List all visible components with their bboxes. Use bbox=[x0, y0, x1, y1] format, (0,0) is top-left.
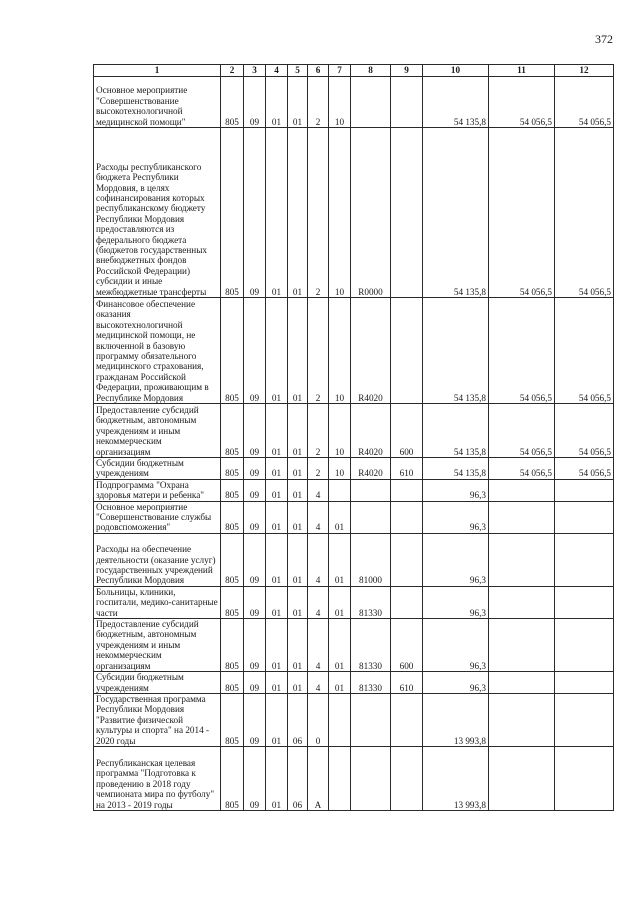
col-header: 4 bbox=[266, 65, 288, 77]
code-9 bbox=[391, 533, 423, 586]
code-7: 10 bbox=[329, 298, 351, 404]
code-6: 2 bbox=[308, 404, 329, 458]
amount-12: 54 056,5 bbox=[555, 128, 614, 298]
table-row bbox=[94, 458, 614, 480]
code-3: 09 bbox=[244, 533, 266, 586]
code-4: 01 bbox=[266, 619, 288, 672]
row-name: Подпрограмма "Охрана здоровья матери и ребенка" bbox=[94, 479, 221, 501]
table-row bbox=[94, 404, 614, 458]
amount-11: 54 056,5 bbox=[489, 77, 555, 128]
table-row bbox=[94, 77, 614, 128]
code-6: 0 bbox=[308, 693, 329, 746]
code-6: А bbox=[308, 746, 329, 810]
amount-11: 54 056,5 bbox=[489, 298, 555, 404]
code-8 bbox=[351, 77, 391, 128]
amount-12 bbox=[555, 693, 614, 746]
code-8: 81330 bbox=[351, 586, 391, 618]
col-header: 10 bbox=[423, 65, 489, 77]
code-5: 01 bbox=[288, 533, 308, 586]
col-header: 2 bbox=[221, 65, 244, 77]
code-6: 4 bbox=[308, 619, 329, 672]
code-3: 09 bbox=[244, 458, 266, 480]
code-8: R4020 bbox=[351, 404, 391, 458]
code-5: 01 bbox=[288, 501, 308, 533]
code-3: 09 bbox=[244, 298, 266, 404]
code-4: 01 bbox=[266, 404, 288, 458]
row-name: Больницы, клиники, госпитали, медико-санитарные части bbox=[94, 586, 221, 618]
amount-12 bbox=[555, 586, 614, 618]
code-8 bbox=[351, 746, 391, 810]
amount-10: 13 993,8 bbox=[423, 693, 489, 746]
code-6: 4 bbox=[308, 586, 329, 618]
table-row bbox=[94, 586, 614, 618]
amount-11 bbox=[489, 672, 555, 694]
code-4: 01 bbox=[266, 533, 288, 586]
table-row bbox=[94, 693, 614, 746]
amount-12: 54 056,5 bbox=[555, 298, 614, 404]
table-row bbox=[94, 501, 614, 533]
row-name: Расходы республиканского бюджета Республики Мордовия, в целях софинансирования которых республиканскому бюджету Республики Мордовия предоставляются из федерального бюджета (бюджетов государственных внебюджетных фондов Российской Федерации) субсидии и иные межбюджетные трансферты bbox=[94, 128, 221, 298]
code-6: 4 bbox=[308, 501, 329, 533]
table-row bbox=[94, 746, 614, 810]
code-2: 805 bbox=[221, 693, 244, 746]
code-9 bbox=[391, 586, 423, 618]
col-header: 7 bbox=[329, 65, 351, 77]
code-5: 01 bbox=[288, 458, 308, 480]
table-row bbox=[94, 672, 614, 694]
code-4: 01 bbox=[266, 479, 288, 501]
code-5: 01 bbox=[288, 77, 308, 128]
code-2: 805 bbox=[221, 501, 244, 533]
code-8 bbox=[351, 501, 391, 533]
code-7: 10 bbox=[329, 128, 351, 298]
code-3: 09 bbox=[244, 693, 266, 746]
code-9: 600 bbox=[391, 619, 423, 672]
code-3: 09 bbox=[244, 746, 266, 810]
amount-10: 96,3 bbox=[423, 586, 489, 618]
code-7: 10 bbox=[329, 458, 351, 480]
amount-11 bbox=[489, 746, 555, 810]
amount-10: 96,3 bbox=[423, 619, 489, 672]
amount-10: 54 135,8 bbox=[423, 458, 489, 480]
amount-12 bbox=[555, 479, 614, 501]
code-6: 2 bbox=[308, 298, 329, 404]
code-8: R4020 bbox=[351, 458, 391, 480]
code-7 bbox=[329, 693, 351, 746]
col-header: 3 bbox=[244, 65, 266, 77]
code-3: 09 bbox=[244, 501, 266, 533]
code-9 bbox=[391, 77, 423, 128]
code-5: 01 bbox=[288, 128, 308, 298]
code-7: 10 bbox=[329, 404, 351, 458]
code-5: 06 bbox=[288, 693, 308, 746]
code-8: R4020 bbox=[351, 298, 391, 404]
amount-12: 54 056,5 bbox=[555, 458, 614, 480]
code-8: 81000 bbox=[351, 533, 391, 586]
code-6: 2 bbox=[308, 77, 329, 128]
col-header: 11 bbox=[489, 65, 555, 77]
code-6: 4 bbox=[308, 479, 329, 501]
code-2: 805 bbox=[221, 619, 244, 672]
amount-11 bbox=[489, 619, 555, 672]
row-name: Основное мероприятие "Совершенствование высокотехнологичной медицинской помощи" bbox=[94, 77, 221, 128]
amount-10: 96,3 bbox=[423, 672, 489, 694]
code-3: 09 bbox=[244, 619, 266, 672]
code-2: 805 bbox=[221, 128, 244, 298]
row-name: Предоставление субсидий бюджетным, автономным учреждениям и иным некоммерческим организациям bbox=[94, 619, 221, 672]
amount-10: 96,3 bbox=[423, 501, 489, 533]
amount-12 bbox=[555, 746, 614, 810]
code-9: 610 bbox=[391, 458, 423, 480]
code-2: 805 bbox=[221, 672, 244, 694]
code-9: 600 bbox=[391, 404, 423, 458]
code-4: 01 bbox=[266, 693, 288, 746]
amount-11 bbox=[489, 501, 555, 533]
row-name: Субсидии бюджетным учреждениям bbox=[94, 458, 221, 480]
amount-11: 54 056,5 bbox=[489, 404, 555, 458]
code-8: R0000 bbox=[351, 128, 391, 298]
code-4: 01 bbox=[266, 128, 288, 298]
table-row bbox=[94, 128, 614, 298]
code-2: 805 bbox=[221, 77, 244, 128]
code-8 bbox=[351, 693, 391, 746]
amount-12: 54 056,5 bbox=[555, 404, 614, 458]
code-5: 01 bbox=[288, 404, 308, 458]
code-2: 805 bbox=[221, 746, 244, 810]
code-9 bbox=[391, 693, 423, 746]
table-row bbox=[94, 533, 614, 586]
code-9 bbox=[391, 746, 423, 810]
row-name: Предоставление субсидий бюджетным, автономным учреждениям и иным некоммерческим организациям bbox=[94, 404, 221, 458]
code-5: 01 bbox=[288, 479, 308, 501]
col-header: 9 bbox=[391, 65, 423, 77]
code-9 bbox=[391, 298, 423, 404]
code-9 bbox=[391, 128, 423, 298]
code-3: 09 bbox=[244, 586, 266, 618]
table-body bbox=[94, 77, 614, 811]
code-8 bbox=[351, 479, 391, 501]
amount-11 bbox=[489, 479, 555, 501]
code-9: 610 bbox=[391, 672, 423, 694]
amount-10: 54 135,8 bbox=[423, 128, 489, 298]
amount-12 bbox=[555, 501, 614, 533]
code-3: 09 bbox=[244, 404, 266, 458]
code-3: 09 bbox=[244, 672, 266, 694]
code-4: 01 bbox=[266, 746, 288, 810]
code-7: 01 bbox=[329, 533, 351, 586]
amount-10: 54 135,8 bbox=[423, 404, 489, 458]
code-6: 2 bbox=[308, 128, 329, 298]
code-5: 06 bbox=[288, 746, 308, 810]
row-name: Государственная программа Республики Мордовия "Развитие физической культуры и спорта" на 2014 - 2020 годы bbox=[94, 693, 221, 746]
code-4: 01 bbox=[266, 672, 288, 694]
amount-12 bbox=[555, 619, 614, 672]
code-2: 805 bbox=[221, 533, 244, 586]
code-4: 01 bbox=[266, 501, 288, 533]
page-number: 372 bbox=[595, 32, 613, 46]
amount-11 bbox=[489, 693, 555, 746]
code-5: 01 bbox=[288, 619, 308, 672]
amount-11: 54 056,5 bbox=[489, 458, 555, 480]
code-2: 805 bbox=[221, 586, 244, 618]
amount-10: 54 135,8 bbox=[423, 298, 489, 404]
col-header: 5 bbox=[288, 65, 308, 77]
amount-10: 13 993,8 bbox=[423, 746, 489, 810]
amount-11: 54 056,5 bbox=[489, 128, 555, 298]
code-5: 01 bbox=[288, 672, 308, 694]
code-2: 805 bbox=[221, 479, 244, 501]
code-8: 81330 bbox=[351, 619, 391, 672]
table-row bbox=[94, 479, 614, 501]
budget-table bbox=[93, 64, 614, 811]
code-7: 01 bbox=[329, 501, 351, 533]
code-2: 805 bbox=[221, 298, 244, 404]
row-name: Субсидии бюджетным учреждениям bbox=[94, 672, 221, 694]
code-8: 81330 bbox=[351, 672, 391, 694]
amount-11 bbox=[489, 586, 555, 618]
table-row bbox=[94, 619, 614, 672]
code-3: 09 bbox=[244, 479, 266, 501]
code-4: 01 bbox=[266, 298, 288, 404]
code-6: 4 bbox=[308, 672, 329, 694]
amount-12 bbox=[555, 672, 614, 694]
code-6: 2 bbox=[308, 458, 329, 480]
code-7: 01 bbox=[329, 586, 351, 618]
code-4: 01 bbox=[266, 586, 288, 618]
code-9 bbox=[391, 479, 423, 501]
code-4: 01 bbox=[266, 77, 288, 128]
code-3: 09 bbox=[244, 77, 266, 128]
code-9 bbox=[391, 501, 423, 533]
header-row bbox=[94, 65, 614, 77]
amount-11 bbox=[489, 533, 555, 586]
code-2: 805 bbox=[221, 458, 244, 480]
code-3: 09 bbox=[244, 128, 266, 298]
col-header: 1 bbox=[94, 65, 221, 77]
code-4: 01 bbox=[266, 458, 288, 480]
col-header: 12 bbox=[555, 65, 614, 77]
code-7 bbox=[329, 746, 351, 810]
row-name: Республиканская целевая программа "Подготовка к проведению в 2018 году чемпионата мира по футболу" на 2013 - 2019 годы bbox=[94, 746, 221, 810]
amount-12 bbox=[555, 533, 614, 586]
col-header: 8 bbox=[351, 65, 391, 77]
code-6: 4 bbox=[308, 533, 329, 586]
amount-12: 54 056,5 bbox=[555, 77, 614, 128]
code-2: 805 bbox=[221, 404, 244, 458]
table-row bbox=[94, 298, 614, 404]
row-name: Расходы на обеспечение деятельности (оказание услуг) государственных учреждений Республики Мордовия bbox=[94, 533, 221, 586]
col-header: 6 bbox=[308, 65, 329, 77]
code-7: 01 bbox=[329, 619, 351, 672]
amount-10: 96,3 bbox=[423, 479, 489, 501]
row-name: Основное мероприятие "Совершенствование службы родовспоможения" bbox=[94, 501, 221, 533]
amount-10: 96,3 bbox=[423, 533, 489, 586]
code-7 bbox=[329, 479, 351, 501]
code-7: 10 bbox=[329, 77, 351, 128]
code-7: 01 bbox=[329, 672, 351, 694]
row-name: Финансовое обеспечение оказания высокотехнологичной медицинской помощи, не включенной в базовую программу обязательного медицинского страхования, гражданам Российской Федерации, проживающим в Республике Мордовия bbox=[94, 298, 221, 404]
amount-10: 54 135,8 bbox=[423, 77, 489, 128]
code-5: 01 bbox=[288, 586, 308, 618]
code-5: 01 bbox=[288, 298, 308, 404]
